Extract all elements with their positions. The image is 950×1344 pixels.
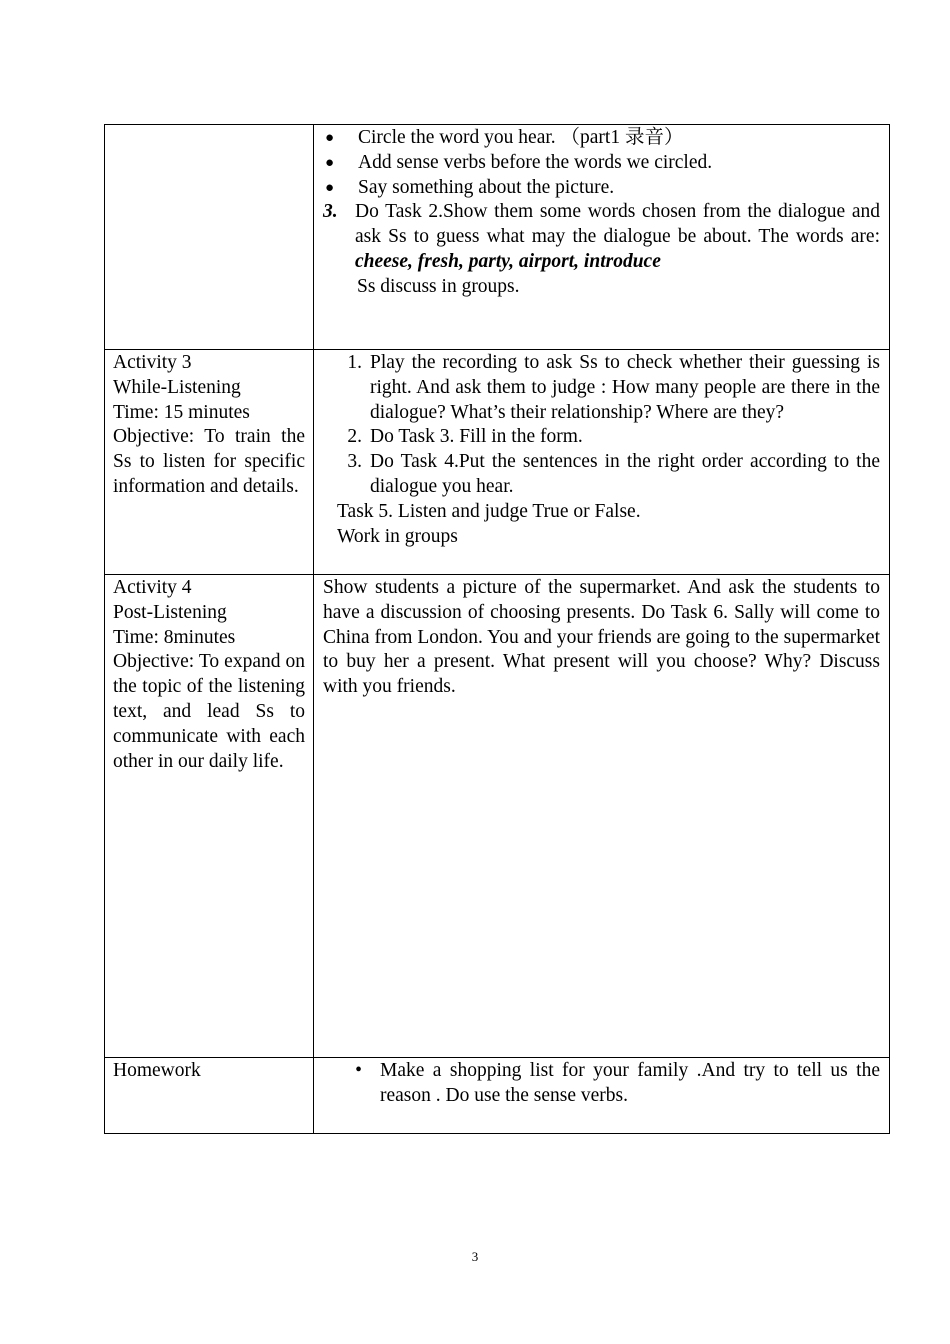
- key-words: cheese, fresh, party, airport, introduce: [355, 250, 661, 272]
- row3-right-cell: [314, 575, 890, 1058]
- page-number: 3: [471, 1249, 479, 1264]
- list-item: [323, 450, 880, 500]
- bullet-text: Add sense verbs before the words we circled.: [358, 151, 713, 173]
- list-item: [323, 126, 880, 151]
- list-item: [323, 1059, 880, 1109]
- step-text: Do Task 2.Show them some words chosen from the dialogue and ask Ss to guess what may the dialogue be about. The words are: cheese, fresh, party, airport, introduce: [355, 201, 880, 272]
- homework-text: Make a shopping list for your family .And try to tell us the reason . Do use the sense verbs.: [380, 1060, 880, 1106]
- activity-stage: Post-Listening: [113, 601, 227, 623]
- activity4-cell: [105, 575, 314, 1058]
- list-item: [323, 176, 880, 201]
- activity-title: Activity 3: [113, 352, 192, 373]
- homework-label-cell: [105, 1058, 314, 1134]
- item-number: 3.: [347, 451, 362, 473]
- list-item: [323, 151, 880, 176]
- activity-time: Time: 15 minutes: [113, 401, 250, 423]
- table-row: [105, 1058, 890, 1134]
- activity-stage: While-Listening: [113, 376, 241, 398]
- bullet-text: Circle the word you hear. （part1 录音）: [358, 127, 684, 148]
- item-text: Play the recording to ask Ss to check whether their guessing is right. And ask them to judge : How many people are there in the dialogue? What’s their relationship? Where are they?: [370, 352, 880, 423]
- bullet-text: Say something about the picture.: [358, 176, 615, 198]
- bullet-dot-icon: ●: [325, 130, 335, 146]
- step-note: Ss discuss in groups.: [357, 275, 520, 297]
- task5-line: Task 5. Listen and judge True or False.: [337, 500, 641, 522]
- table-row: [105, 125, 890, 350]
- activity4-description: Show students a picture of the supermarket. And ask the students to have a discussion of choosing presents. Do Task 6. Sally will come to China from London. You and your friends are going to the supermarket to buy her a present. What present will you choose? Why? Discuss with you friends.: [323, 577, 880, 698]
- ordered-list: [323, 351, 880, 500]
- activity-objective: Objective: To train the Ss to listen for specific information and details.: [113, 426, 305, 497]
- homework-cell: [314, 1058, 890, 1134]
- lesson-plan-table: [104, 124, 890, 1134]
- activity-title: Activity 4: [113, 577, 192, 598]
- work-line: Work in groups: [337, 525, 458, 547]
- activity3-cell: [105, 350, 314, 575]
- item-text: Do Task 4.Put the sentences in the right order according to the dialogue you hear.: [370, 451, 880, 497]
- empty-left-cell: [105, 125, 314, 350]
- activity-time: Time: 8minutes: [113, 626, 236, 648]
- list-item: [323, 425, 880, 450]
- activity-objective: Objective: To expand on the topic of the listening text, and lead Ss to communicate with each other in our daily life.: [113, 651, 305, 772]
- item-number: 1.: [347, 352, 362, 373]
- numbered-step: [323, 200, 880, 274]
- item-number: 2.: [347, 426, 362, 448]
- bullet-dot-icon: •: [355, 1060, 362, 1081]
- row1-right-cell: [314, 125, 890, 350]
- table-row: [105, 575, 890, 1058]
- bullet-dot-icon: ●: [325, 179, 335, 196]
- row2-right-cell: [314, 350, 890, 575]
- list-item: [323, 351, 880, 425]
- homework-label: Homework: [113, 1060, 201, 1081]
- step-number: 3.: [323, 201, 338, 223]
- bullet-dot-icon: ●: [325, 154, 335, 171]
- table-row: [105, 350, 890, 575]
- item-text: Do Task 3. Fill in the form.: [370, 426, 583, 448]
